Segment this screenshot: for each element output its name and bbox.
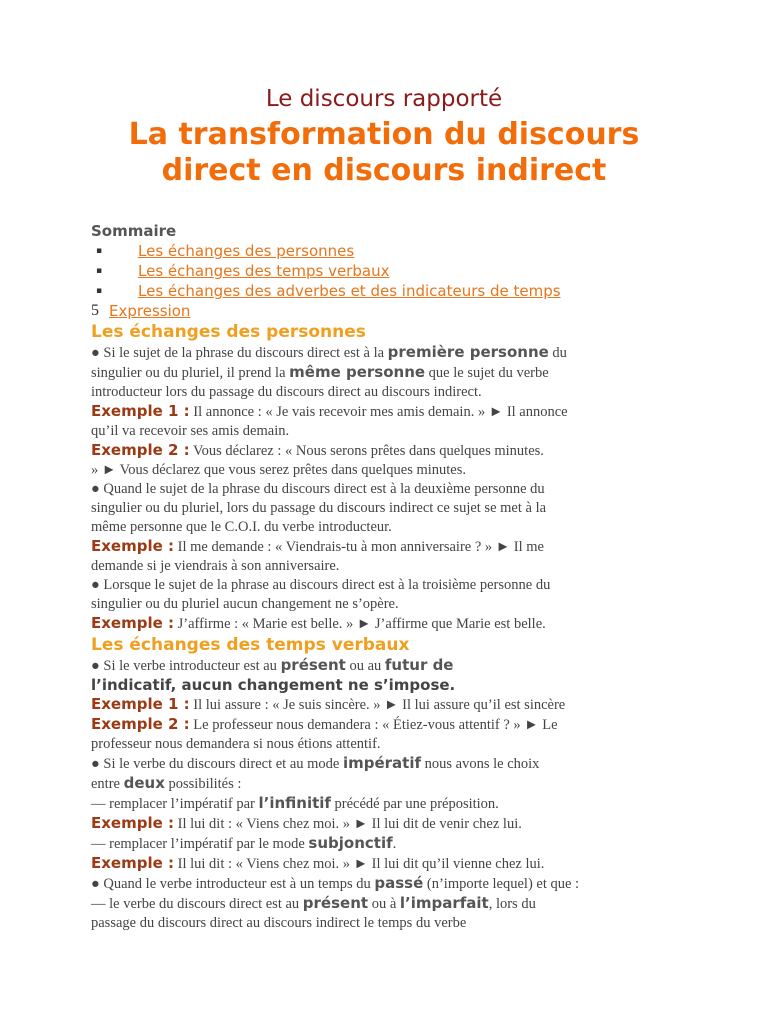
emphasis: deux <box>123 774 165 792</box>
text: singulier ou du pluriel, il prend la <box>91 365 290 381</box>
toc-item <box>91 281 691 301</box>
text: possibilités : <box>164 776 242 792</box>
paragraph-line <box>91 794 691 814</box>
example-line <box>91 854 691 874</box>
text: , <box>170 676 182 694</box>
emphasis: aucun changement ne s’impose. <box>181 676 456 694</box>
example-line: demande si je viendrais à son anniversaire. <box>91 558 340 574</box>
emphasis: l’indicatif <box>91 676 171 694</box>
document-content <box>91 221 691 933</box>
example-line: professeur nous demandera si nous étions attentif. <box>91 736 381 752</box>
toc-item <box>91 301 691 321</box>
text: ou au <box>345 658 385 674</box>
paragraph-line <box>91 363 691 383</box>
text: — remplacer l’impératif par le mode <box>91 836 309 852</box>
toc-item <box>91 241 691 261</box>
emphasis: l’imparfait <box>399 894 489 912</box>
text: . <box>392 836 397 852</box>
text: Le professeur nous demandera : « Étiez-vous attentif ? » ► Le <box>189 717 558 733</box>
paragraph-line <box>91 874 691 894</box>
example-label: Exemple 2 : <box>91 715 190 733</box>
example-label: Exemple : <box>91 854 174 872</box>
text: nous avons le choix <box>421 756 540 772</box>
toc-number: 5 <box>91 302 99 319</box>
paragraph-line: singulier ou du pluriel, lors du passage du discours indirect ce sujet se met à la <box>91 500 547 516</box>
example-label: Exemple 1 : <box>91 695 190 713</box>
paragraph-line <box>91 774 691 794</box>
toc-item <box>91 261 691 281</box>
example-line: qu’il va recevoir ses amis demain. <box>91 423 290 439</box>
emphasis: passé <box>374 874 424 892</box>
example-line <box>91 695 691 715</box>
text: ● Quand le verbe introducteur est à un temps du <box>91 876 375 892</box>
example-label: Exemple 1 : <box>91 402 190 420</box>
text: Il annonce : « Je vais recevoir mes amis demain. » ► Il annonce <box>189 404 568 420</box>
emphasis: l’infinitif <box>258 794 331 812</box>
paragraph-line <box>91 656 691 676</box>
paragraph-line: même personne que le C.O.I. du verbe introducteur. <box>91 519 392 535</box>
text: ou à <box>368 896 400 912</box>
section-title-personnes: Les échanges des personnes <box>91 322 366 342</box>
toc-link-personnes[interactable]: Les échanges des personnes <box>138 242 355 260</box>
example-line <box>91 402 691 422</box>
text: Il lui assure : « Je suis sincère. » ► Il lui assure qu’il est sincère <box>189 697 566 713</box>
heading-line-1: La transformation du discours <box>128 117 640 152</box>
emphasis: présent <box>302 894 369 912</box>
text: , lors du <box>488 896 536 912</box>
paragraph-line: singulier ou du pluriel aucun changement ne s’opère. <box>91 596 399 612</box>
example-line <box>91 441 691 461</box>
bullet-icon: ▪ <box>96 286 103 296</box>
text: du <box>548 345 567 361</box>
example-label: Exemple : <box>91 814 174 832</box>
text: Vous déclarez : « Nous serons prêtes dans quelques minutes. <box>189 443 544 459</box>
emphasis: subjonctif <box>308 834 393 852</box>
example-line: » ► Vous déclarez que vous serez prêtes dans quelques minutes. <box>91 462 467 478</box>
text: entre <box>91 776 124 792</box>
example-line <box>91 537 691 557</box>
example-line <box>91 614 691 634</box>
section-title-temps-verbaux: Les échanges des temps verbaux <box>91 635 410 655</box>
emphasis: impératif <box>342 754 422 772</box>
document-heading <box>0 117 768 189</box>
text: Il lui dit : « Viens chez moi. » ► Il lui dit de venir chez lui. <box>174 816 522 832</box>
paragraph-line <box>91 834 691 854</box>
toc-title: Sommaire <box>91 222 177 240</box>
emphasis: futur de <box>384 656 454 674</box>
example-label: Exemple : <box>91 537 174 555</box>
text: ● Si le verbe du discours direct et au mode <box>91 756 343 772</box>
toc-link-adverbes[interactable]: Les échanges des adverbes et des indicateurs de temps <box>138 282 561 300</box>
text: précédé par une préposition. <box>330 796 499 812</box>
text: que le sujet du verbe <box>425 365 549 381</box>
text: Il me demande : « Viendrais-tu à mon anniversaire ? » ► Il me <box>174 539 544 555</box>
example-line <box>91 814 691 834</box>
emphasis: même personne <box>289 363 426 381</box>
emphasis: première personne <box>387 343 549 361</box>
text: Il lui dit : « Viens chez moi. » ► Il lui dit qu’il vienne chez lui. <box>174 856 545 872</box>
bullet-icon: ▪ <box>96 266 103 276</box>
paragraph-line <box>91 754 691 774</box>
example-label: Exemple 2 : <box>91 441 190 459</box>
paragraph-line: ● Quand le sujet de la phrase du discours direct est à la deuxième personne du <box>91 481 545 497</box>
paragraph-line: introducteur lors du passage du discours direct au discours indirect. <box>91 384 482 400</box>
paragraph-line <box>91 676 691 695</box>
emphasis: présent <box>280 656 346 674</box>
example-label: Exemple : <box>91 614 174 632</box>
text: — remplacer l’impératif par <box>91 796 259 812</box>
text: (n’importe lequel) et que : <box>423 876 580 892</box>
toc-link-temps-verbaux[interactable]: Les échanges des temps verbaux <box>138 262 390 280</box>
paragraph-line <box>91 343 691 363</box>
toc-link-expression[interactable]: Expression <box>109 302 191 320</box>
text: ● Si le sujet de la phrase du discours direct est à la <box>91 345 388 361</box>
heading-line-2: direct en discours indirect <box>161 153 607 188</box>
bullet-icon: ▪ <box>96 246 103 256</box>
text: — le verbe du discours direct est au <box>91 896 303 912</box>
paragraph-line: ● Lorsque le sujet de la phrase au discours direct est à la troisième personne du <box>91 577 551 593</box>
text: ● Si le verbe introducteur est au <box>91 658 281 674</box>
document-title: Le discours rapporté <box>265 86 503 112</box>
text: J’affirme : « Marie est belle. » ► J’affirme que Marie est belle. <box>174 616 546 632</box>
example-line <box>91 715 691 735</box>
paragraph-line: passage du discours direct au discours indirect le temps du verbe <box>91 915 467 931</box>
paragraph-line <box>91 894 691 914</box>
